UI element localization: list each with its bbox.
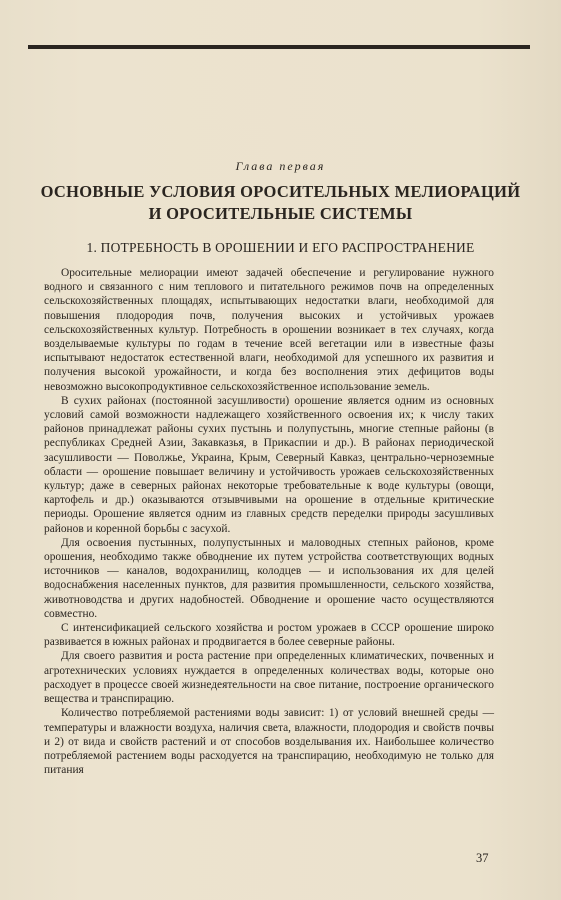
paragraph: Для своего развития и роста растение при определенных климатических, почвенных и агротехнических условиях нуждается в определенных количествах воды, которые оно расходует в процессе своей жизнедеятельности на свое питание, построение органического вещества и транспирацию.	[44, 650, 494, 706]
header-rule	[28, 45, 530, 49]
chapter-title-line-1: ОСНОВНЫЕ УСЛОВИЯ ОРОСИТЕЛЬНЫХ МЕЛИОРАЦИЙ	[40, 182, 521, 201]
chapter-title	[0, 181, 561, 225]
paragraph: В сухих районах (постоянной засушливости) орошение является одним из основных условий самой возможности надлежащего хозяйственного освоения их; к числу таких районов принадлежат районы сухих пустынь и полупустынь, многие степные районы (в республиках Средней Азии, Закавказья, в Прикаспии и др.). В районах периодической засушливости — Поволжье, Украина, Крым, Северный Кавказ, центрально-черноземные области — орошение повышает величину и устойчивость урожаев сельскохозяйственных культур; даже в северных районах некоторые требовательные к воде культуры (овощи, картофель и др.) оказываются отзывчивыми на орошение в отдельные критические периоды. Орошение является одним из главных средств переделки природы засушливых районов и коренной борьбы с засухой.	[44, 394, 494, 535]
chapter-label: Глава первая	[235, 159, 326, 173]
page-number: 37	[476, 851, 489, 865]
paragraph: С интенсификацией сельского хозяйства и ростом урожаев в СССР орошение широко развивается в южных районах и продвигается в более северные районы.	[44, 622, 494, 649]
section-title: 1. ПОТРЕБНОСТЬ В ОРОШЕНИИ И ЕГО РАСПРОСТРАНЕНИЕ	[86, 240, 475, 255]
chapter-title-line-2: И ОРОСИТЕЛЬНЫЕ СИСТЕМЫ	[148, 204, 413, 223]
paragraph: Количество потребляемой растениями воды зависит: 1) от условий внешней среды — температуры и влажности воздуха, наличия света, влажности, плодородия и свойств почвы и 2) от вида и свойств растений и от способов возделывания их. Наибольшее количество потребляемой растением воды расходуется на транспирацию, необходимую не только для питания	[44, 707, 494, 777]
paragraph: Для освоения пустынных, полупустынных и маловодных степных районов, кроме орошения, необходимо также обводнение их путем устройства соответствующих водных источников — каналов, водохранилищ, колодцев — и использования их для целей водоснабжения населенных пунктов, для развития промышленности, сельского хозяйства, животноводства и других надобностей. Обводнение и орошение часто осуществляются совместно.	[44, 536, 494, 620]
body-text	[44, 266, 494, 777]
paragraph: Оросительные мелиорации имеют задачей обеспечение и регулирование нужного водного и связанного с ним теплового и питательного режимов почв на определенных сельскохозяйственных площадях, испытывающих недостатки влаги, необходимой для повышения плодородия почв, получения высоких и устойчивых урожаев сельскохозяйственных культур. Потребность в орошении возникает в тех случаях, когда возделываемые культуры по годам в течение всей вегетации или в известные фазы испытывают недостаток естественной влаги, необходимой для успешного их развития и получения высокой урожайности, и когда без восполнения этих дефицитов воды невозможно высокопродуктивное сельскохозяйственное использование земель.	[44, 267, 494, 393]
